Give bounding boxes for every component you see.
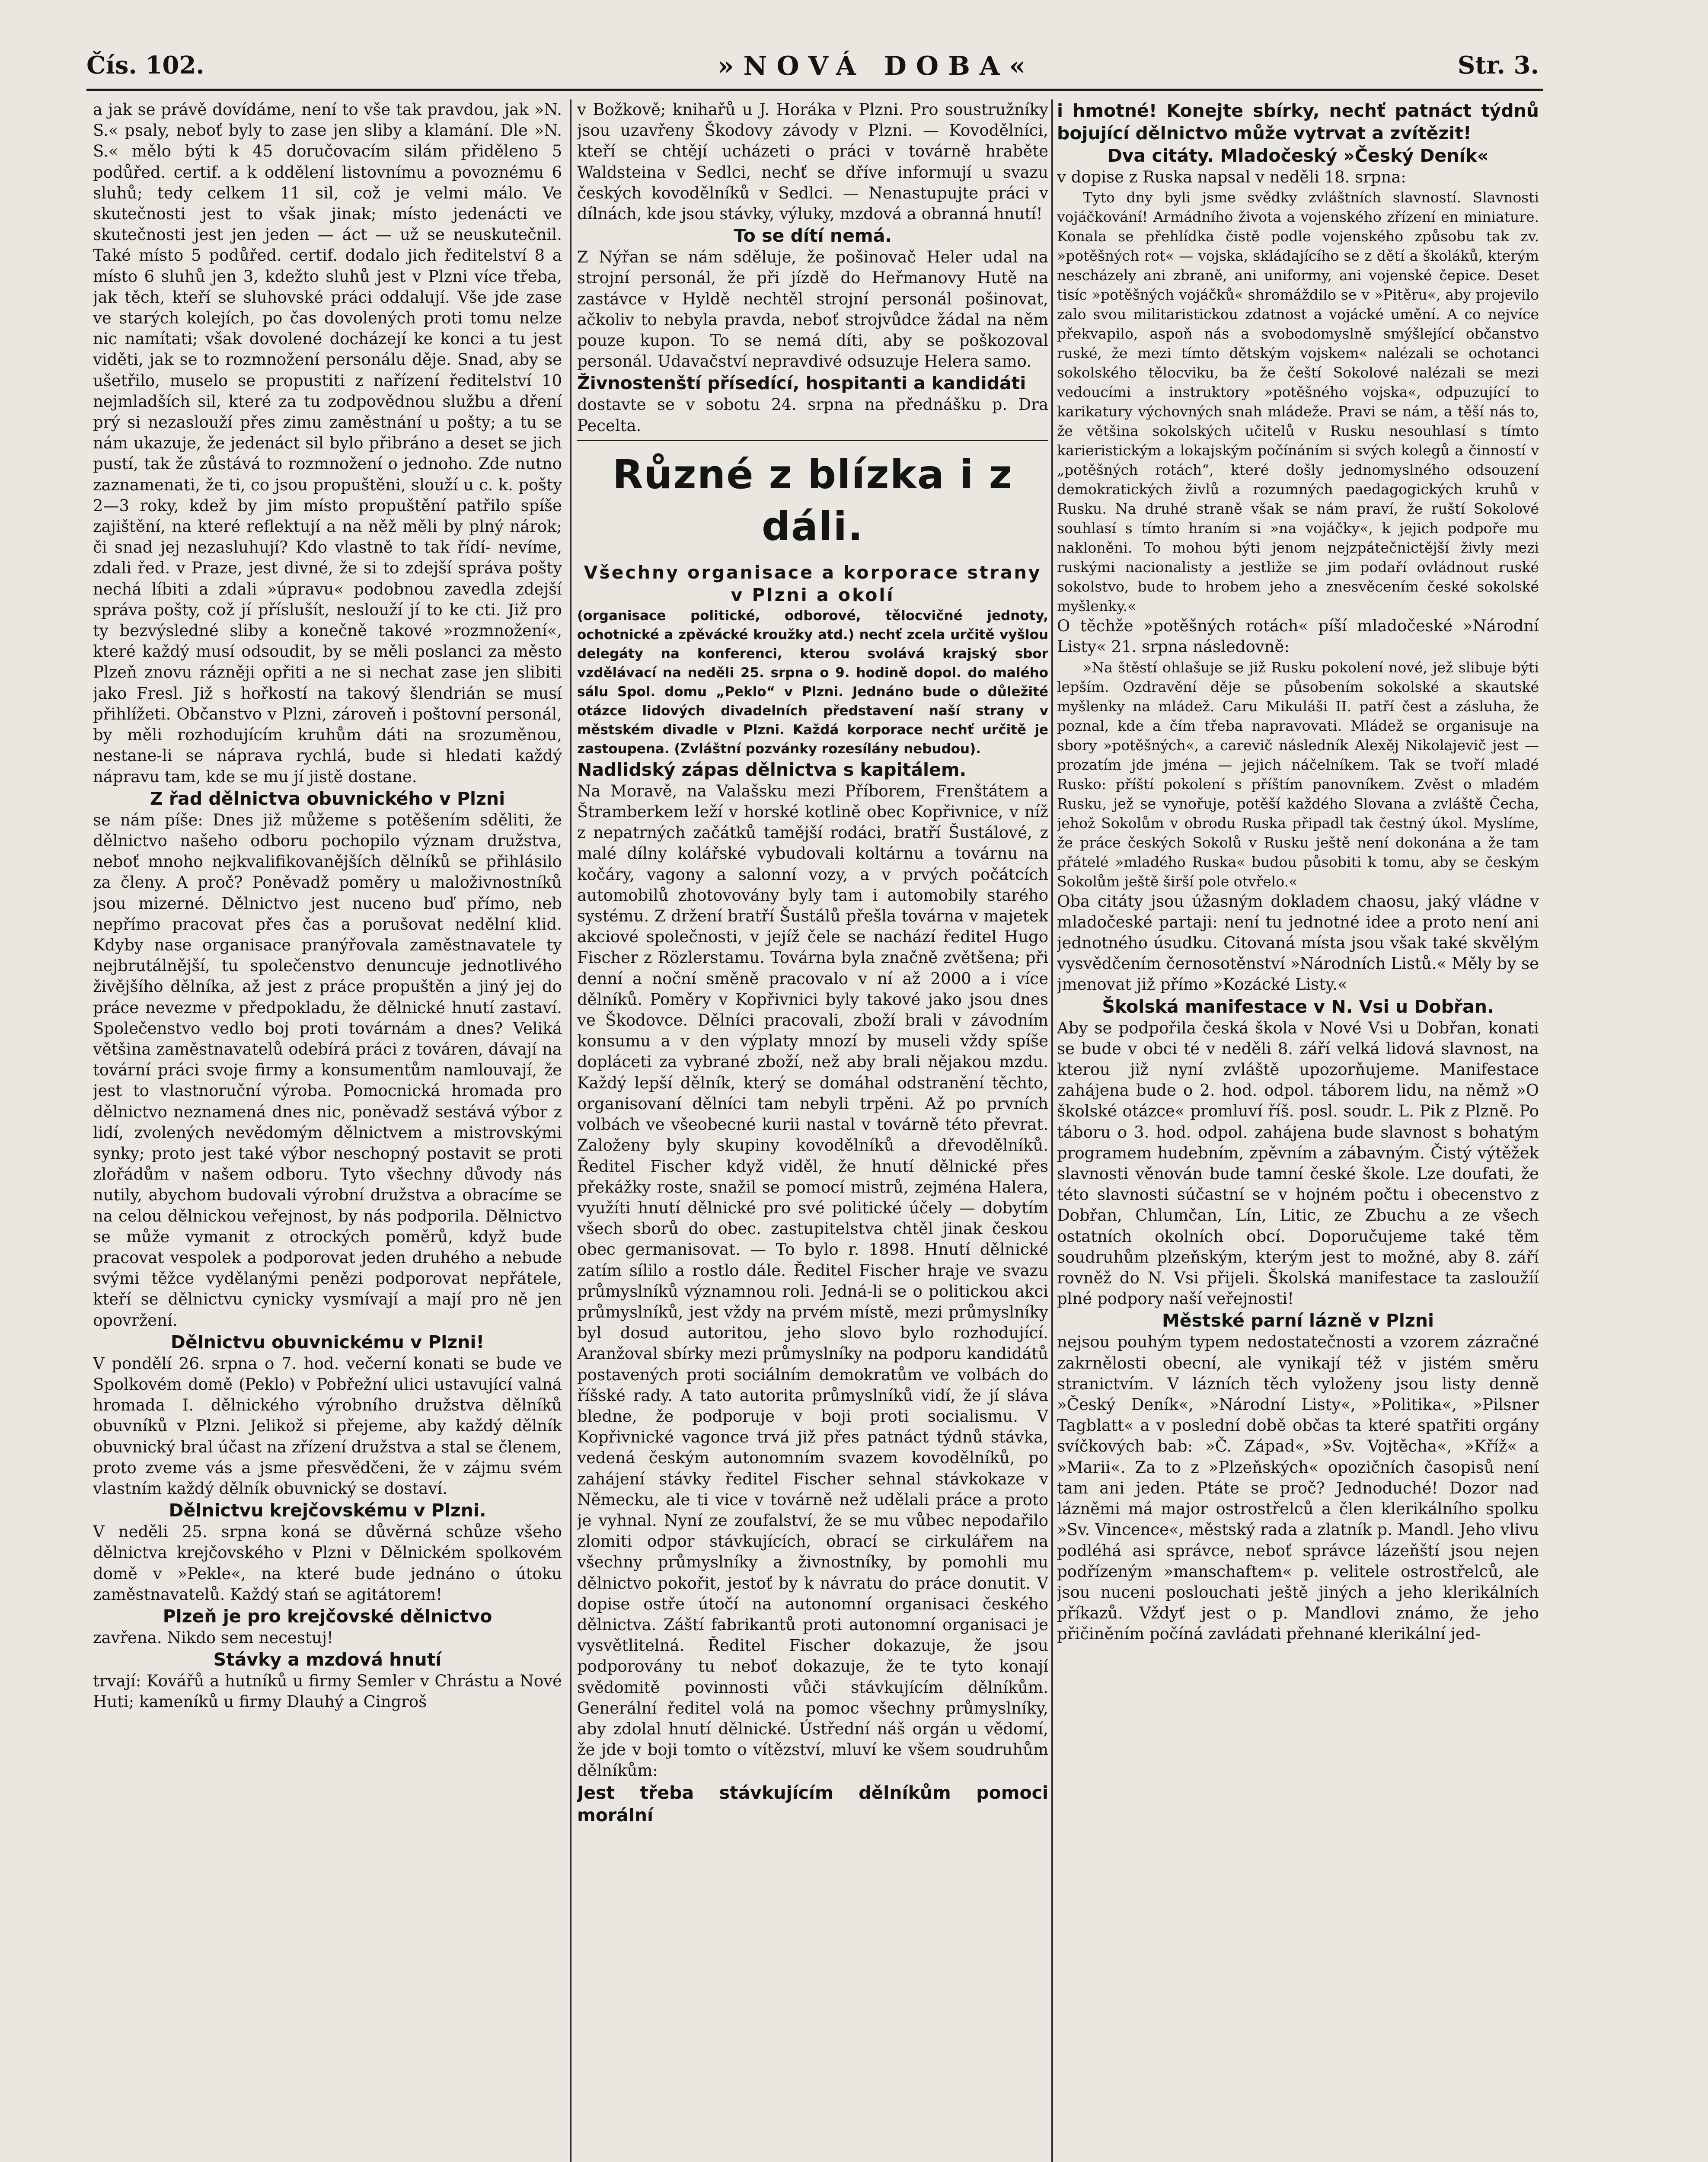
article-emphasis: Jest třeba stávkujícím dělníkům pomoci morální [577,1782,1048,1826]
article-heading: Nadlidský zápas dělnictva s kapitálem. [577,759,967,780]
article-paragraph: Aby se podpořila česká škola v Nové Vsi u Dobřan, konati se bude v obci té v neděli 8. září velká lidová slavnost, na kterou již nyní zvláště upozorňujeme. Manifestace zahájena bude o 2. hod. odpol. táborem lidu, na němž »O školské otázce« promluví říš. posl. soudr. L. Pik z Plzně. Po táboru o 3. hod. odpol. zahájena bude slavnost s bohatým programem hudebním, zpěvním a zábavným. Čistý výtěžek slavnosti věnován bude tamní české škole. Lze doufati, že této slavnosti súčastní se v hojném počtu i obecenstvo z Dobřan, Chlumčan, Lín, Litic, ze Zbuchu a ze všech ostatních okolních obcí. Doporučujeme také těm soudruhům plzeňským, kterým jest to možné, aby 8. září rovněž do N. Vsi přijeli. Školská manifestace ta zasloužíí plné podpory naší veřejnosti! [1057,1018,1539,1308]
section-rule [577,440,1048,441]
article-paragraph: zavřena. Nikdo sem necestuj! [93,1628,333,1647]
issue-number: Čís. 102. [86,51,204,80]
article-paragraph: trvají: Kovářů a hutníků u firmy Semler v Chrástu a Nové Huti; kameníků u firmy Dlauhý a Cingroš [93,1672,562,1711]
article-heading: Dělnictvu krejčovskému v Plzni. [169,1500,486,1521]
column-3 [1057,99,1539,2162]
masthead-title: »NOVÁ DOBA« [718,51,1035,81]
article-paragraph: v dopise z Ruska napsal v neděli 18. srpna: [1057,168,1406,186]
section-title: Různé z blízka i z dáli. [612,451,1013,550]
article-paragraph: (organisace politické, odborové, tělocvičné jednoty, ochotnické a zpěvácké kroužky atd.) nechť zcela určitě vyšlou delegáty na konferenci, kterou svolává krajský sbor vzdělávací na neděli 25. srpna o 9. hodině dopol. do malého sálu Spol. domu „Peklo“ v Plzni. Jednáno bude o důležité otázce lidových divadelních představení naší strany v městském divadle v Plzni. Každá korporace nechť určitě je zastoupena. (Zvláštní pozvánky rozesílány nebudou). [577,608,1048,757]
article-paragraph: dostavte se v sobotu 24. srpna na přednášku p. Dra Pecelta. [577,395,1048,435]
article-paragraph: O těchže »potěšných rotách« píší mladočeské »Národní Listy« 21. srpna následovně: [1057,617,1539,656]
article-paragraph: Oba citáty jsou úžasným dokladem chaosu, jaký vládne v mladočeské partaji: není tu jednotné idee a proto není ani jednotného úsudku. Citovaná místa jsou však také skvělým vysvědčením černosotěnství »Národních Listů.« Měly by se jmenovat již přímo »Kozácké Listy.« [1057,892,1539,994]
column-2 [577,99,1048,2162]
column-divider-1 [570,99,571,2162]
article-paragraph: v Božkově; knihařů u J. Horáka v Plzni. Pro soustružníky jsou uzavřeny Škodovy závody v Plzni. — Kovodělníci, kteří se chtějí ucházeti o práci v továrně hraběte Waldsteina v Sedlci, nechť se dříve informují u svazu českých kovodělníků v Sedlci. — Nenastupujte práci v dílnách, kde jsou stávky, výluky, mzdová a obranná hnutí! [577,100,1048,224]
quotation: Tyto dny byli jsme svědky zvláštních slavností. Slavnosti vojáčkování! Armádního života a vojenského zřízení en miniature. Konala se přehlídka čistě podle vojenského způsobu tak zv. »potěšných rot« — vojska, skládajícího se z dětí a školáků, kterým nescházely ani zbraně, ani uniformy, ani vojenské čepice. Deset tisíc »potěšných vojáčků« shromáždilo se v »Pitěru«, aby projevilo zalo svou militaristickou zdatnost a vojácké umění. A co nejvíce překvapilo, aspoň nás a svobodomyslně smýšlející občanstvo ruské, že mezi tímto dětským vojskem« nalézali se ochotanci sokolského tělocviku, ba že čeští Sokolové nalézali se mezi vedoucími a instruktory »potěšného vojska«, odpuzující to karikatury výchovných snah mládeže. Pravi se nám, a těší nás to, že většina sokolských učitelů v Rusku nesouhlasí s tímto karieristickým a lokajským počínáním si svých kolegů a činností v „potěšných rotách“, které došly jednomyslného odsouzení demokratických živlů a rozumných paedagogických kruhů v Rusku. Na druhé straně však se nám praví, že ruští Sokolové souhlasí s tímto hraním si »na vojáčky«, k jejich podpoře mu nakloněni. To mohou býti jenom nejzpátečnictější živly mezi ruskými nacionalisty a jestliže se jim podaří ovládnout ruské sokolstvo, bude to hrobem jeho a znesvěcením české sokolské myšlenky.« [1057,189,1539,615]
column-divider-2 [1051,99,1053,2162]
page-number: Str. 3. [1457,51,1539,80]
article-paragraph: a jak se právě dovídáme, není to vše tak pravdou, jak »N. S.« psaly, neboť byly to zase jen sliby a klamání. Dle »N. S.« mělo býti k 45 doručovacím silám přiděleno 5 podůřed. certif. a k oddělení listovnímu a povoznému 6 sluhů; tedy celkem 11 sil, což je velmi málo. Ve skutečnosti jest to však jinak; místo jedenácti ve skutečnosti jest jen jeden — áct — už se neuskutečnil. Také místo 5 podůřed. certif. dodalo jich ředitelství 8 a místo 6 sluhů jen 3, kdežto sluhů jest v Plzni více třeba, jak těch, kteří se sluhovské práci oddalují. Vše jde zase ve starých kolejích, po čas dovolených proti tomu nelze nic namítati; však dovolené docházejí ke konci a tu jest viděti, jak se to rozmnožení personálu děje. Snad, aby se ušetřilo, muselo se propustiti z nařízení ředitelství 10 nejmladších sil, které za tu zodpovědnou službu a dření prý si nezaslouží přes zimu zaměstnání u pošty; a tu se nám ukazuje, že jedenáct sil bylo přibráno a deset se jich pustí, tak že zůstává to rozmnožení o jednoho. Zde nutno zaznamenati, že ti, co jsou propuštěni, slouží u c. k. pošty 2—3 roky, kdež by jim místo propuštění patřilo spíše zajištění, na které reflektují a na něž měli by plný nárok; či snad jej nezasluhují? Kdo vlastně to tak řídí- nevíme, zdali řed. v Praze, jest divné, že si to zdejší správa pošty nechá líbiti a zdali »úpravu« podobnou zavedla zdejší správa pošty, což jí příslušít, neslouží jí to ke cti. Již pro ty bezvýsledné sliby a konečně takové »rozmnožení«, které každý musí odsoudit, by se měli poslanci za město Plzeň znovu rázněji opřiti a ne si nechat zase jen slibiti jako Fresl. Již s hořkostí na takový šlendrián se musí přihlížeti. Občanstvo v Plzni, zároveň i poštovní personál, by měli rozhodujícím kruhům dáti na srozuměnou, nestane-li se náprava rychlá, bude si hledati každý nápravu tam, kde se mu jí jistě dostane. [93,100,562,786]
article-heading: Stávky a mzdová hnutí [213,1649,442,1670]
article-heading: Živnostenští přísedící, hospitanti a kandidáti [577,373,1026,394]
article-paragraph: V pondělí 26. srpna o 7. hod. večerní konati se bude ve Spolkovém domě (Peklo) v Pobřežní ulici ustavující valná hromada I. dělnického výrobního družstva dělníků obuvníků v Plzni. Jelikož si přejeme, aby každý dělník obuvnický bral účast na zřízení družstva a stal se členem, proto zveme vás a jsme přesvědčeni, že v zájmu svém vlastním každý dělník obuvnický se dostaví. [93,1354,562,1498]
article-heading: Dělnictvu obuvnickému v Plzni! [170,1331,485,1353]
article-paragraph: V neděli 25. srpna koná se důvěrná schůze všeho dělnictva krejčovského v Plzni v Dělnickém spolkovém domě v »Pekle«, na které bude jednáno o útoku zaměstnavatelů. Každý stań se agitátorem! [93,1522,562,1604]
article-heading: Z řad dělnictva obuvnického v Plzni [150,788,505,809]
header-rule [86,89,1543,91]
article-heading: Školská manifestace v N. Vsi u Dobřan. [1102,996,1494,1017]
article-paragraph: se nám píše: Dnes již můžeme s potěšením sděliti, že dělnictvo našeho odboru pochopilo význam družstva, neboť mnoho nejkvalifikovanějších dělníků se přihlásilo za členy. A proč? Poněvadž poměry u maloživnostníků jsou mizerné. Dělnictvo jest nuceno buď přímo, neb nepřímo pracovat přes čas a porušovat nedělní klid. Kdyby nase organisace pranýřovala zaměstnavatele ty nejbrutálnější, tu společenstvo denuncuje jednotlivého živějšího dělníka, až jest z práce propuštěn a jiný jej do práce nevezme v předpokladu, že dělnické hnutí zastaví. Společenstvo vedlo boj proti továrnám a dnes? Veliká většina zaměstnavatelů odebírá práci z továren, dávají na tovární práci svoje firmy a konsumentům namlouvají, že jest to vlastnoruční výroba. Pomocnická hromada pro dělnictvo neznamená dnes nic, poněvadž sestává výbor z lidí, zvolených nevědomým dělnictvem a mistrovskými synky; proto jest také výbor neschopný postavit se proti zlořádům v našem odboru. Tyto všechny důvody nás nutily, abychom budovali výrobní družstva a obracíme se na celou dělnickou veřejnost, by nás podporila. Dělnictvo se může vymanit z otrockých poměrů, když bude pracovat vespolek a podporovat jeden druhého a nebude svými těžce vydělanými penězi podporovat nepřátele, kteří se dělnictvu cynicky vysmívají a mají pro ně jen opovržení. [93,810,562,1330]
article-emphasis: i hmotné! Konejte sbírky, nechť patnáct týdnů bojující dělnictvo může vytrvat a zvítězit! [1057,100,1539,144]
column-1 [93,99,562,2162]
article-paragraph: Z Nýřan se nám sděluje, že pošinovač Heler udal na strojní personál, že při jízdě do Heřmanovy Hutě na zastávce v Hyldě nechtěl strojní personál pošinovat, ačkoliv to nebyla pravda, neboť strojvůdce žádal na něm pouze kupon. To se nemá díti, aby se poškozoval personál. Udavačství nepravdivé odsuzuje Helera samo. [577,248,1048,371]
article-heading: Městské parní lázně v Plzni [1162,1310,1434,1331]
page-header [86,51,1539,90]
quotation: »Na štěstí ohlašuje se již Rusku pokolení nové, jež slibuje býti lepším. Ozdravění děje se působením sokolské a skautské myšlenky na mládež. Caru Mikuláši II. patří čest a zásluha, že poznal, kde a čím třeba napravovati. Mládež se organisuje na sbory »potěšných«, a carevič následník Alexěj Nikolajevič jest — prozatím jde jména — jejich náčelníkem. Tak se tvoří mladé Rusko: příští pokolení s příštím panovníkem. Zvěst o mladém Rusku, jež se vynořuje, potěší každého Slovana a zvláště Čecha, jehož Sokolům v obrodu Ruska připadl tak čestný úkol. Myslíme, že práce českých Sokolů v Rusku ještě není dokonána a že tam přátelé »mladého Ruska« budou působiti k tomu, aby se českým Sokolům ještě širší pole otvřelo.« [1057,659,1539,890]
article-paragraph: nejsou pouhým typem nedostatečnosti a vzorem zázračné zakrnělosti obecní, ale vynikají též v jistém směru stranictvím. V lázních těch vyloženy jsou listy denně »Český Deník«, »Národní Listy«, »Politika«, »Pilsner Tagblatt« a v poslední době občas ta které spatřiti orgány svíčkových bab: »Č. Západ«, »Sv. Vojtěcha«, »Kříž« a »Marii«. Za to z »Plzeňských« opozičních časopisů není tam ani jeden. Ptáte se proč? Jednoduché! Dozor nad lázněmi má major ostrostřelců a člen klerikálního spolku »Sv. Vincence«, městský rada a zlatník p. Mandl. Jeho vlivu podléhá asi správce, neboť správce lázeňští jsou nejen podřízeným »manschaftem« p. velitele ostrostřelců, ale jsou nuceni poslouchati ještě jiných a jeho klerikálních příkazů. Vždyť jest o p. Mandlovi známo, že jeho přičiněním počíná zavládati přehnané klerikální jed- [1057,1333,1539,1644]
article-heading: To se dítí nemá. [734,225,892,246]
article-heading: Plzeň je pro krejčovské dělnictvo [163,1606,492,1627]
article-paragraph: Na Moravě, na Valašsku mezi Příborem, Frenštátem a Štramberkem leží v horské kotlině obec Kopřivnice, v níž z nepatrných začátků tamější rodáci, bratří Šustálové, z malé dílny kolářské vybudovali koltárnu a továrnu na kočáry, vagony a salonní vozy, a v prvých počátcích automobilů zhotovovány byly tam i automobily starého systému. Z držení bratří Šustálů přešla továrna v majetek akciové společnosti, v jejíž čele se nachází ředitel Hugo Fischer z Rözlerstamu. Továrna byla značně zvětšena; při denní a noční směně pracovalo v ní až 2000 a i více dělníků. Poměry v Kopřivnici byly takové jako jsou dnes ve Škodovce. Dělníci pracovali, zboží brali v závodním konsumu a v den výplaty mnozí by museli vždy spíše dopláceti za vybrané zboží, než aby brali nějakou mzdu. Každý lepší dělník, který se domáhal odstranění těchto, organisovaní dělníci tam nebyli trpěni. Až po prvních volbách ve všeobecné kurii nastal v továrně této převrat. Založeny byly skupiny kovodělníků a dřevodělníků. Ředitel Fischer když viděl, že hnutí dělnické přes překážky roste, snažil se pomocí mistrů, zejména Halera, využíti hnutí dělnické pro své politické účely — dobytím všech sborů do obec. zastupitelstva chtěl jinak českou obec germanisovat. — To bylo r. 1898. Hnutí dělnické zatím sílilo a rostlo dále. Ředitel Fischer hraje ve svazu průmyslníků významnou roli. Jedná-li se o politickou akci průmyslníků, jest vždy na prvém místě, mezi průmyslníky byl dosud autoritou, jeho slovo bylo rozhodující. Aranžoval sbírky mezi průmyslníky na podporu kandidátů postavených proti sociálním demokratům ve volbách do říšské rady. A tato autorita průmyslníků vidí, že jí sláva bledne, že podporuje v boji proti socialismu. V Kopřivnické vagonce trvá již přes patnáct týdnů stávka, vedená českým autonomním svazem kovodělníků, po zahájení stávky ředitel Fischer sehnal stávkokaze v Německu, ale ti vice v továrně než udělali práce a proto je vyhnal. Nyní ze zoufalství, že se mu vůbec nepodařilo zlomiti odpor stávkujících, obrací se cirkulářem na všechny průmyslníky a živnostníky, by pomohli mu dělnictvo pokořit, jestoť by k návratu do práce donutit. V dopise ostře útočí na autonomní organisaci českého dělnictva. Záští fabrikantů proti autonomní organisaci je vysvětlitelná. Ředitel Fischer dokazuje, že jsou podporovány tu neboť dokazuje, že te tyto konají svědomitě povinnosti vůči stávkujícím dělníkům. Generální ředitel volá na pomoc všechny průmyslníky, aby zdolal hnutí dělnické. Ústřední náš orgán u vědomí, že jde v boji tomto o vítězství, mluví ke všem soudruhům dělníkům: [577,781,1048,1780]
article-heading: Dva citáty. Mladočeský »Český Deník« [1107,145,1489,166]
article-heading: Všechny organisace a korporace strany v Plzni a okolí [584,562,1042,605]
